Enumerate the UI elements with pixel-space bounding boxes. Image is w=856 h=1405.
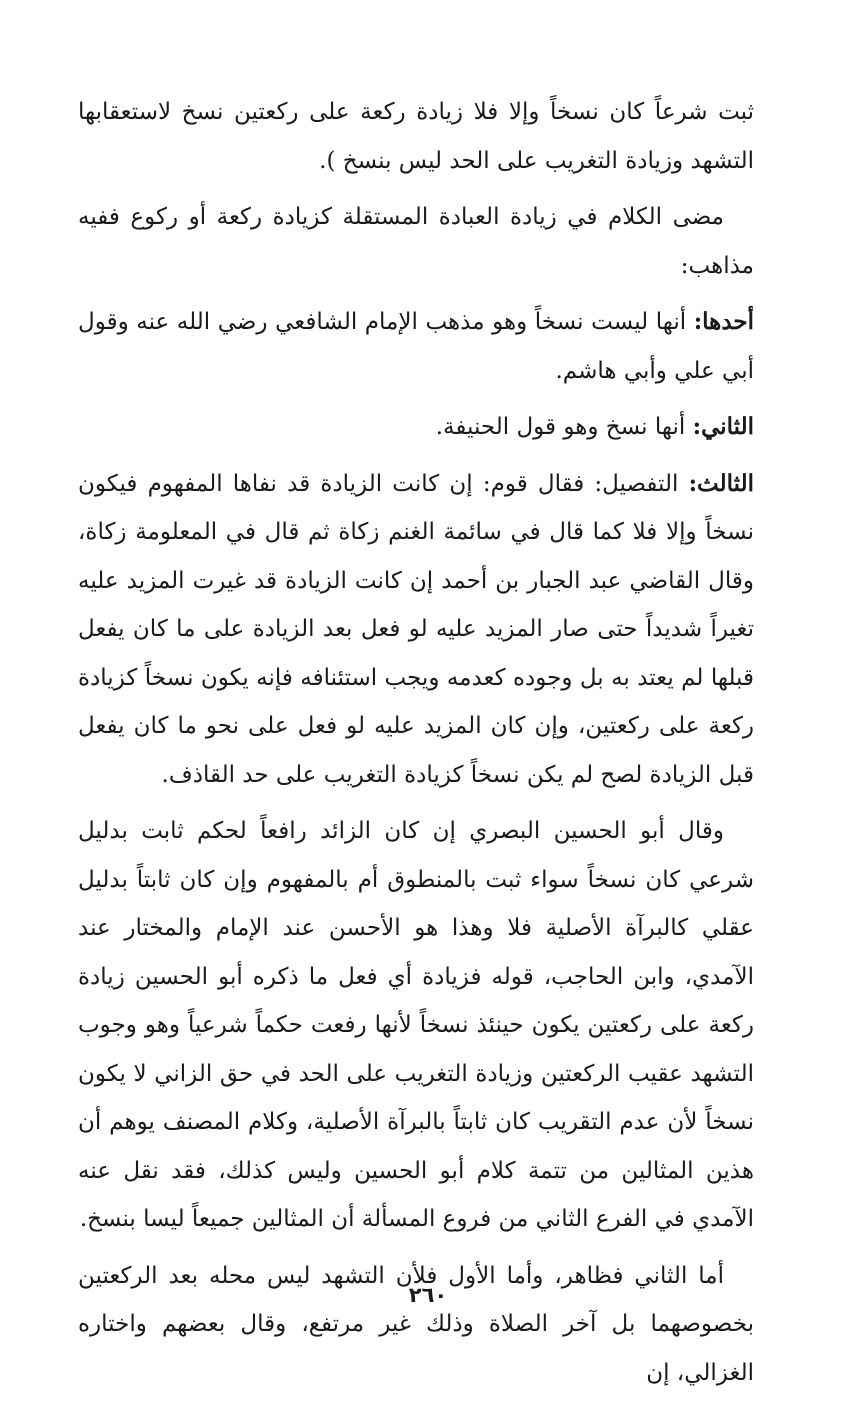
paragraph-abu-al-husayn bbox=[78, 807, 754, 1244]
paragraph-text: وقال أبو الحسين البصري إن كان الزائد رافعاً لحكم ثابت بدليل شرعي كان نسخاً سواء ثبت بالمنطوق أم بالمفهوم وإن كان ثابتاً بدليل عقلي كالبرآة الأصلية فلا وهذا هو الأحسن عند الإمام والمختار عند الآمدي، وابن الحاجب، قوله فزيادة أي فعل ما ذكره أبو الحسين زيادة ركعة على ركعتين يكون حينئذ نسخاً لأنها رفعت حكماً شرعياً وهو وجوب التشهد عقيب الركعتين وزيادة التغريب على الحد في حق الزاني لا يكون نسخاً لأن عدم التقريب كان ثابتاً بالبرآة الأصلية، وكلام المصنف يوهم أن هذين المثالين من تتمة كلام أبو الحسين وليس كذلك، فقد نقل عنه الآمدي في الفرع الثاني من فروع المسألة أن المثالين جميعاً ليسا بنسخ. bbox=[78, 818, 754, 1232]
paragraph-text: ثبت شرعاً كان نسخاً وإلا فلا زيادة ركعة على ركعتين نسخ لاستعقابها التشهد وزيادة التغريب على الحد ليس بنسخ ). bbox=[78, 99, 754, 174]
paragraph-intro bbox=[78, 193, 754, 290]
page-body bbox=[78, 88, 754, 1405]
page-number: ٢٦٠ bbox=[408, 1283, 448, 1307]
paragraph-lead: الثاني: bbox=[692, 413, 754, 440]
paragraph-lead: الثالث: bbox=[688, 469, 754, 497]
paragraph-closing bbox=[78, 1252, 754, 1398]
paragraph-third-view bbox=[78, 460, 754, 800]
paragraph-lead: أحدها: bbox=[693, 308, 754, 335]
paragraph-first-view bbox=[78, 298, 754, 395]
paragraph-text: أنها ليست نسخاً وهو مذهب الإمام الشافعي رضي الله عنه وقول أبي علي وأبي هاشم. bbox=[78, 309, 754, 384]
paragraph-text: أما الثاني فظاهر، وأما الأول فلأن التشهد ليس محله بعد الركعتين بخصوصهما بل آخر الصلاة وذلك غير مرتفع، وقال بعضهم واختاره الغزالي، إن bbox=[78, 1262, 754, 1386]
paragraph-continuation bbox=[78, 88, 754, 185]
paragraph-text: أنها نسخ وهو قول الحنيفة. bbox=[435, 414, 693, 440]
paragraph-second-view bbox=[78, 403, 754, 452]
paragraph-text: التفصيل: فقال قوم: إن كانت الزيادة قد نفاها المفهوم فيكون نسخاً وإلا فلا كما قال في سائمة الغنم زكاة ثم قال في المعلومة زكاة، وقال القاضي عبد الجبار بن أحمد إن كانت الزيادة قد غيرت المزيد عليه تغيراً شديداً حتى صار المزيد عليه لو فعل بعد الزيادة على ما كان يفعل قبلها لم يعتد به بل وجوده كعدمه ويجب استئنافه فإنه يكون نسخاً كزيادة ركعة على ركعتين، وإن كان المزيد عليه لو فعل على نحو ما كان يفعل قبل الزيادة لصح لم يكن نسخاً كزيادة التغريب على حد القاذف. bbox=[78, 470, 754, 788]
paragraph-text: مضى الكلام في زيادة العبادة المستقلة كزيادة ركعة أو ركوع ففيه مذاهب: bbox=[78, 204, 754, 279]
